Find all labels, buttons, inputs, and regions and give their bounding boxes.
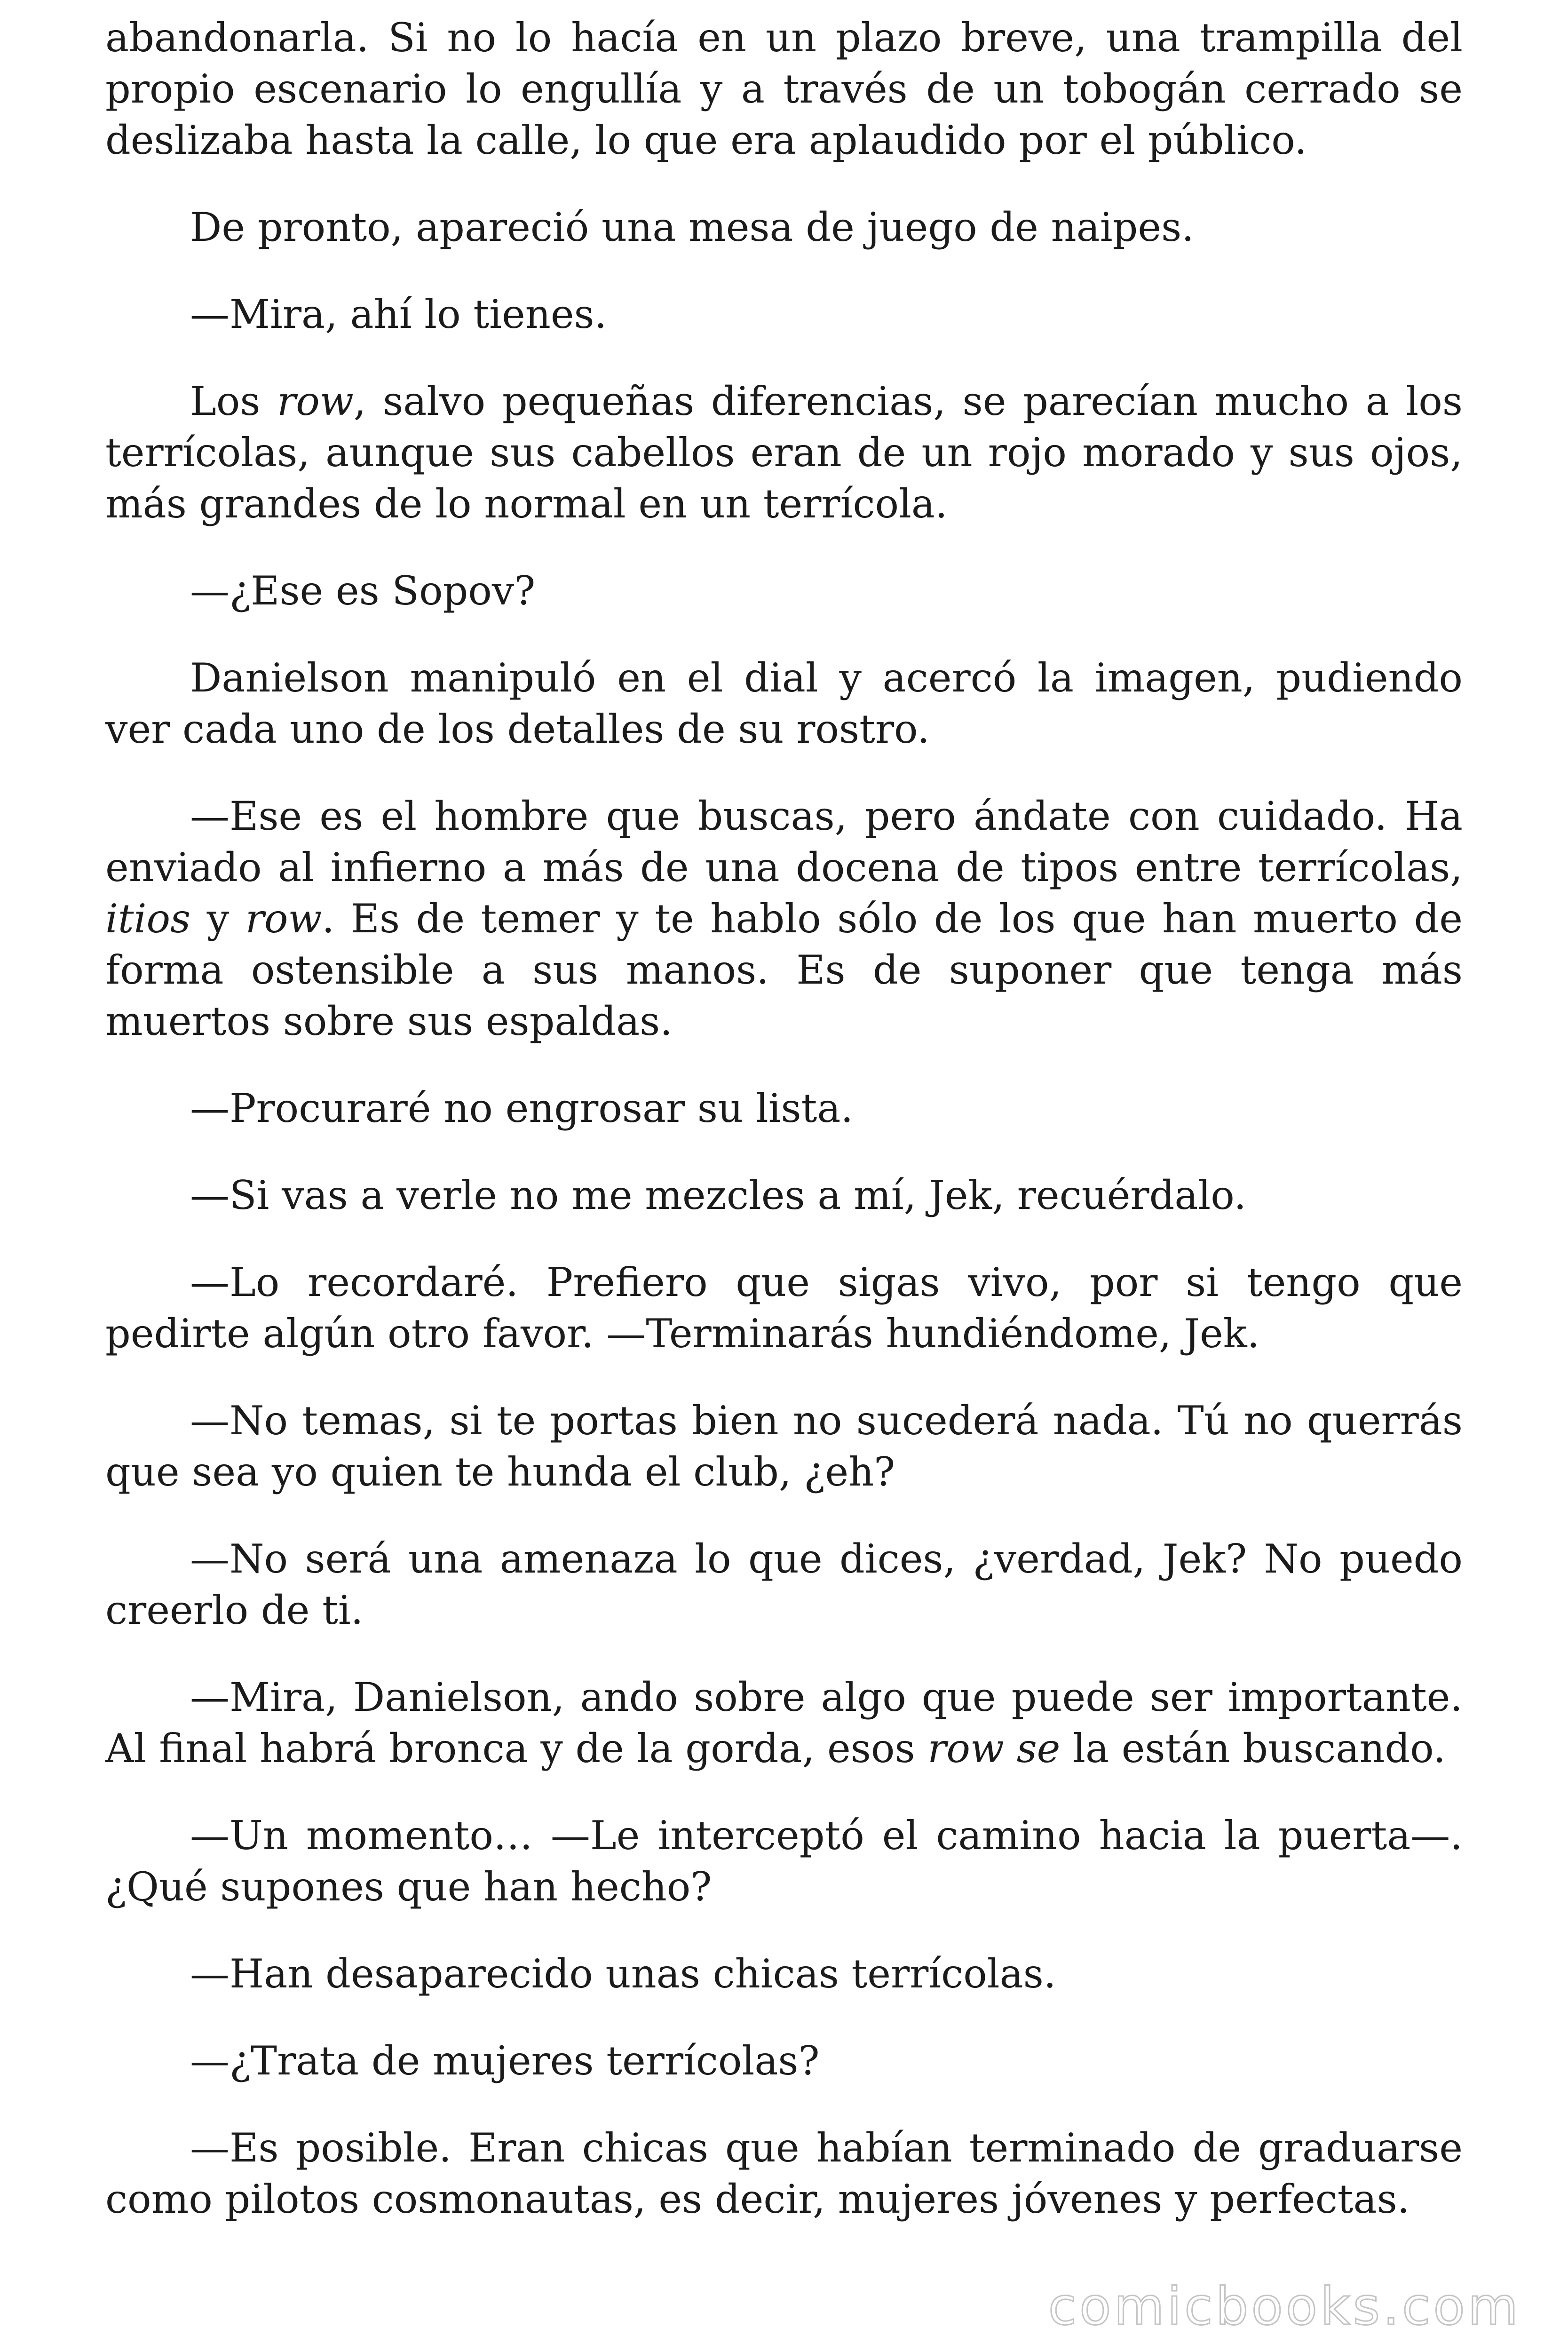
text-run: abandonarla. Si no lo hacía en un plazo breve, una trampilla del propio escenario lo engullía y a través de un tobogán cerrado se deslizaba hasta la calle, lo que era aplaudido por el público. — [105, 15, 1463, 163]
italic-text: row — [277, 378, 354, 424]
paragraph — [105, 289, 1463, 340]
text-run: Los — [190, 378, 277, 424]
italic-text: row — [245, 896, 322, 942]
text-run: —No temas, si te portas bien no sucederá nada. Tú no querrás que sea yo quien te hunda el club, ¿eh? — [105, 1398, 1463, 1495]
text-run: —¿Ese es Sopov? — [190, 568, 536, 614]
text-run: —Si vas a verle no me mezcles a mí, Jek, recuérdalo. — [190, 1172, 1247, 1218]
text-run: De pronto, apareció una mesa de juego de naipes. — [190, 204, 1194, 250]
text-run: . Es de temer y te hablo sólo de los que han muerto de forma ostensible a sus manos. Es de suponer que tenga más muertos sobre sus espaldas. — [105, 896, 1463, 1044]
paragraph — [105, 202, 1463, 253]
paragraph — [105, 565, 1463, 617]
text-run: —Mira, Danielson, ando sobre algo que puede ser importante. Al final habrá bronca y de la gorda, esos — [105, 1674, 1463, 1772]
text-run: , salvo pequeñas diferencias, se parecían mucho a los terrícolas, aunque sus cabellos eran de un rojo morado y sus ojos, más grandes de lo normal en un terrícola. — [105, 378, 1463, 527]
italic-text: row se — [927, 1725, 1061, 1772]
text-run: —¿Trata de mujeres terrícolas? — [190, 2038, 820, 2084]
italic-text: itios — [105, 896, 191, 942]
paragraph — [105, 1810, 1463, 1913]
text-run: Danielson manipuló en el dial y acercó la imagen, pudiendo ver cada uno de los detalles de su rostro. — [105, 655, 1463, 752]
paragraph — [105, 1672, 1463, 1774]
text-run: —Lo recordaré. Prefiero que sigas vivo, por si tengo que pedirte algún otro favor. —Terminarás hundiéndome, Jek. — [105, 1259, 1463, 1357]
text-run: —Ese es el hombre que buscas, pero ándate con cuidado. Ha enviado al infierno a más de una docena de tipos entre terrícolas, — [105, 793, 1463, 890]
text-run: —Procuraré no engrosar su lista. — [190, 1085, 854, 1131]
paragraph — [105, 1534, 1463, 1636]
paragraph — [105, 2035, 1463, 2087]
text-run: —Un momento… —Le interceptó el camino hacia la puerta—. ¿Qué supones que han hecho? — [105, 1812, 1463, 1910]
body-text — [105, 12, 1463, 2261]
paragraph — [105, 12, 1463, 166]
paragraph — [105, 2122, 1463, 2225]
paragraph — [105, 1170, 1463, 1221]
text-run: la están buscando. — [1060, 1725, 1446, 1772]
paragraph — [105, 376, 1463, 530]
text-run: —Es posible. Eran chicas que habían terminado de graduarse como pilotos cosmonautas, es decir, mujeres jóvenes y perfectas. — [105, 2125, 1463, 2222]
text-run: —Han desaparecido unas chicas terrícolas. — [190, 1951, 1056, 1997]
paragraph — [105, 1948, 1463, 2000]
text-run: —No será una amenaza lo que dices, ¿verdad, Jek? No puedo creerlo de ti. — [105, 1536, 1463, 1633]
watermark: comicbooks.com — [1048, 2276, 1521, 2336]
text-run: —Mira, ahí lo tienes. — [190, 291, 607, 337]
paragraph — [105, 652, 1463, 755]
paragraph — [105, 1257, 1463, 1359]
paragraph — [105, 1395, 1463, 1498]
paragraph — [105, 791, 1463, 1047]
text-run: y — [190, 896, 245, 942]
paragraph — [105, 1083, 1463, 1134]
